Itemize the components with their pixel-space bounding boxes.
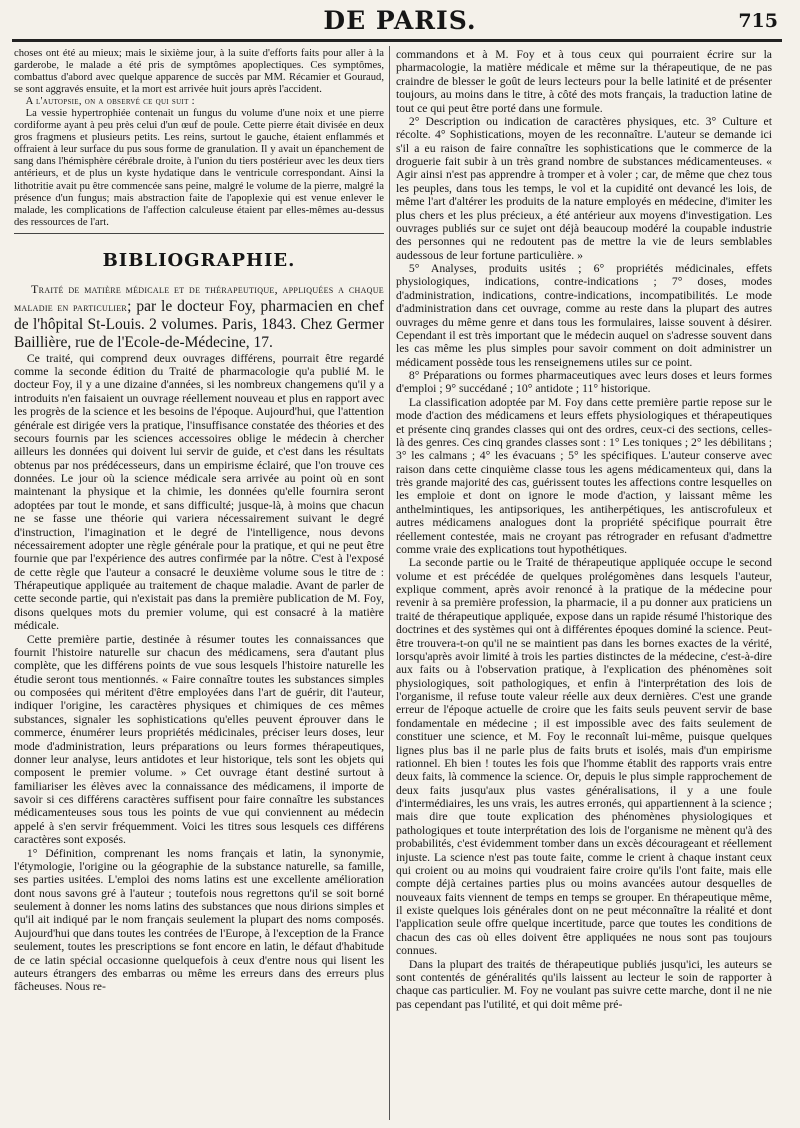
left-column [14,48,384,1122]
column-divider [389,46,390,1120]
review-paragraph: La seconde partie ou le Traité de thérapeutique appliquée occupe le second volume et est précédée de quelques prolégomènes dans lesquels l'auteur, explique comment, après avoir renoncé à la pratique de la médecine pour revenir à sa première profession, la pharmacie, il a pu donner aux praticiens un traité de thérapeutique appliquée, expose dans un rapide résumé l'historique des doctrines et des systèmes qui ont à différentes époques dominé la science. Peut-être trouvera-t-on qu'il ne se maintient pas dans les bornes exactes de la vérité, lorsqu'après avoir limité à trois les parties distinctes de la médecine, c'est-à-dire aux faits ou à l'observation pratique, à l'explication des phénomènes soit physiologiques, soit pathologiques, et enfin à l'interprétation des lois de l'organisme, il refuse toute valeur réelle aux deux dernières. C'est une grande erreur de l'époque actuelle de croire que les faits seuls peuvent servir de base fondamentale en médecine ; il est impossible avec des faits seulement de constituer une science, et M. Foy le reconnaît lui-même, puisque quelques lignes plus bas il ne parle plus de faits bruts et isolés, mais d'un empirisme rationnel. Eh bien ! toutes les fois que l'homme établit des rapports vrais entre deux faits, là commence la science. Or, depuis le plus simple rapprochement de deux faits jusqu'aux plus vastes généralisations, il y a une foule d'intermédiaires, les uns vrais, les autres erronés, qui appartiennent à la science ; mais dire que toute explication des phénomènes physiologiques et pathologiques et toute interprétation des lois de l'organisme ne mènent qu'à des probabilités, c'est évidemment tomber dans un excès décourageant et réellement injuste. La science n'est pas toute faite, comme le crient à chaque instant ceux qui croient ou au moins qui voudraient faire croire qu'ils l'ont faite, mais elle compte déjà certaines parties plus ou moins avancées autour desquelles de nouveaux faits viennent de temps en temps se grouper. En thérapeutique même, il existe quelques lois générales dont on ne peut méconnaître la réalité et dont l'application seule offre quelque incertitude, parce que toutes les conditions de chacun des cas où elles doivent être appliquées ne nous sont pas toujours connues. [396,556,772,958]
review-paragraph: Ce traité, qui comprend deux ouvrages différens, pourrait être regardé comme la seconde édition du Traité de pharmacologie qu'a publié M. le docteur Foy, il y a une dizaine d'années, si les nombreux changemens qu'il y a introduits n'en faisaient un ouvrage réellement nouveau et plus en rapport avec les progrès de la science et les besoins de l'époque. Aujourd'hui, que l'attention générale est dirigée vers la pratique, l'insuffisance constatée des théories et des secours fournis par les sciences accessoires oblige le médecin à chercher ailleurs les données qui doivent lui servir de guide, et c'est dans les résultats obtenus par nos prédécesseurs, dans un empirisme éclairé, que l'on trouve ces données. Le jour où la science médicale sera arrivée au point où en sont maintenant la physique et la chimie, les données qu'elle fournira seront adoptées par tout le monde, et sans difficulté; jusque-là, à moins que chacun ne se fasse une théorie qui variera nécessairement suivant le degré d'instruction, l'imagination et le degré de l'intelligence, nous devons nécessairement adopter une règle générale pour la pratique, et qui ne peut être fournie que par l'expérience des autres confirmée par la nôtre. C'est à l'exposé de cette règle que l'auteur a consacré le deuxième volume sous le titre de : Thérapeutique appliquée au traitement de chaque maladie. Avant de parler de cette seconde partie, qui n'existait pas dans la première publication de M. Foy, disons quelques mots du premier volume, qui est consacré à la matière médicale. [14,351,384,633]
page-header [0,0,800,40]
review-paragraph: 1° Définition, comprenant les noms français et latin, la synonymie, l'étymologie, l'origine ou la géographie de la substance naturelle, sa famille, ses parties usitées. L'emploi des noms latins est une excellente amélioration dont nous savons gré à l'auteur ; toutefois nous regrettons qu'il se soit borné seulement à donner les noms latins des substances que nous dirions simples et qu'il ait indiqué par le nom français seulement la plupart des noms composés. Aujourd'hui que dans toutes les contrées de l'Europe, à l'exception de la France seulement, toutes les prescriptions se font encore en latin, le défaut d'habitude de ce latin spécial occasionne quelquefois à ceux d'entre nous qui lisent les auteurs étrangers des embarras ou même les erreurs dans des erreurs plus fâcheuses. Nous re- [14,846,384,994]
review-paragraph: La classification adoptée par M. Foy dans cette première partie repose sur le mode d'action des médicamens et leurs effets physiologiques et thérapeutiques et présente cinq grandes classes qui ont des ordres, ceux-ci des sections, celles-là des genres. Ces cinq grandes classes sont : 1° Les toniques ; 2° les débilitans ; 3° les calmans ; 4° les évacuans ; 5° les spécifiques. L'auteur conserve avec raison dans cette cinquième classe tous les agens médicamenteux qui, dans la très grande majorité des cas, guérissent toutes les affections contre lesquelles on les emploie et dont on ignore le mode d'action, y laissant même les anthelmintiques, les antipsoriques, les antiherpétiques, les antiscrofuleux et autres médicamens analogues dont la propriété spécifique pourrait être réellement contestée, mais ne croyant pas rétrograder en refusant d'admettre comme vraie des explications tout hypothétiques. [396,395,772,556]
intro-paragraph: choses ont été au mieux; mais le sixième jour, à la suite d'efforts faits pour aller à la garderobe, le malade a été pris de symptômes apoplectiques. Ces symptômes, combattus d'abord avec quelque apparence de succès par MM. Récamier et Gouraud, se sont aggravés ensuite, et la mort est arrivée huit jours après l'accident. [14,48,384,96]
header-rule [12,39,782,42]
review-paragraph: commandons et à M. Foy et à tous ceux qui pourraient écrire sur la pharmacologie, la matière médicale et même sur la thérapeutique, de ne pas craindre de blesser le goût de leurs lecteurs pour la belle latinité et de présenter toujours, au moins dans le titre, à côté des mots français, la traduction latine de tout ce qui peut être porté dans une formule. [396,48,772,115]
review-paragraph: 2° Description ou indication de caractères physiques, etc. 3° Culture et récolte. 4° Sophistications, moyen de les reconnaître. L'auteur se demande ici s'il a eu raison de faire connaître les sophistications que le commerce de la droguerie fait subir à un très grand nombre de substances médicamenteuses. « Agir ainsi n'est pas apprendre à tromper et à voler ; car, de même que chez tous les peuples, dans tous les temps, le vol et la cupidité ont devancé les lois, de même l'art d'altérer les produits de la nature employés en médecine, d'imiter les plus chers et les plus précieux, a été antérieur aux moyens d'investigation. Les ouvrages publiés sur ce sujet ont déjà beaucoup modéré la coupable industrie des personnes qui ne redoutent pas de mettre la vie de leurs semblables audessous de leur fortune particulière. » [396,114,772,262]
section-title: BIBLIOGRAPHIE. [102,249,296,271]
masthead-title: DE PARIS. [323,6,477,35]
review-paragraph: Dans la plupart des traités de thérapeutique publiés jusqu'ici, les auteurs se sont contentés de généralités qu'ils laissent au lecteur le soin de rapporter à chaque cas particulier. M. Foy ne voulant pas suivre cette marche, dont il ne nie pas cependant pas l'utilité, et qui doit même pré- [396,957,772,1011]
review-paragraph: Cette première partie, destinée à résumer toutes les connaissances que fournit l'histoire naturelle sur chacun des médicamens, sera d'autant plus complète, que les différens points de vue sous lesquels l'histoire naturelle les étudie seront tous mentionnés. « Faire connaître toutes les substances simples ou composées qui méritent d'être employées dans l'art de guérir, dit l'auteur, indiquer l'origine, les caractères physiques et chimiques de ces mêmes substances, signaler les sophistications qu'elles peuvent éprouver dans le commerce, énumérer leurs propriétés médicinales, préciser leurs doses, leur mode d'administration, leurs préparations ou leurs formes thérapeutiques, donner leur analyse, leurs antidotes et leur historique, tels sont les objets qui composent le premier volume. » Cet ouvrage étant destiné surtout à familiariser les élèves avec la connaissance des médicamens, il importe de savoir si ces différens caractères suffisent pour faire connaître les substances médicamenteuses sous tous les points de vue qui conviennent au médecin appelé à s'en servir fréquemment. Voici les titres sous lesquels ces différens caractères sont exposés. [14,632,384,847]
autopsy-paragraph: La vessie hypertrophiée contenait un fungus du volume d'une noix et une pierre cordiforme ayant à peu près celui d'un œuf de poule. Cette pierre était divisée en deux gros fragmens et plusieurs petits. Les reins, surtout le gauche, étaient enflammés et offraient à leur surface du pus sous forme de granulation. Il y avait un épanchement de sang dans l'hémisphère cérébrale droite, à l'union du tiers postérieur avec les deux tiers antérieurs, et de plus un kyste hydatique dans le ventricule correspondant. Ainsi la lithotritie avait pu être commencée sans peine, malgré le volume de la pierre, malgré la présence d'un fungus; mais abstraction faite de l'apoplexie qui est venue enlever le malade, les complications de l'affection calculeuse étaient par elles-mêmes au-dessus des ressources de l'art. [14,108,384,228]
right-column [396,48,772,1122]
review-paragraph: 5° Analyses, produits usités ; 6° propriétés médicinales, effets physiologiques, indications, contre-indications ; 7° doses, modes d'administration, indications, contre-indications, incompatibilités. Le mode d'administration dans cet ouvrage, comme au reste dans la plupart des autres ouvrages du même genre et dans tous les formulaires, laisse souvent à désirer. Cependant il est très important que le médecin auquel on s'adresse souvent dans les cas même les plus simples pour savoir comment on doit administrer un médicament possède tous les renseignemens utiles sur ce point. [396,262,772,369]
autopsy-heading: A l'autopsie, on a observé ce qui suit : [25,96,195,108]
book-details: ; par le docteur Foy, pharmacien en chef de l'hôpital St-Louis. 2 volumes. Paris, 1843. Chez Germer Baillière, rue de l'Ecole-de-Médecine, 17. [14,297,384,351]
review-paragraph: 8° Préparations ou formes pharmaceutiques avec leurs doses et leurs formes d'emploi ; 9° succédané ; 10° antidote ; 11° historique. [396,369,772,396]
book-title: Traité de matière médicale et de thérapeutique, appliquées a chaque maladie en particulier [14,281,384,314]
page-number: 715 [738,10,778,32]
section-rule [14,233,384,234]
book-entry [14,280,384,352]
